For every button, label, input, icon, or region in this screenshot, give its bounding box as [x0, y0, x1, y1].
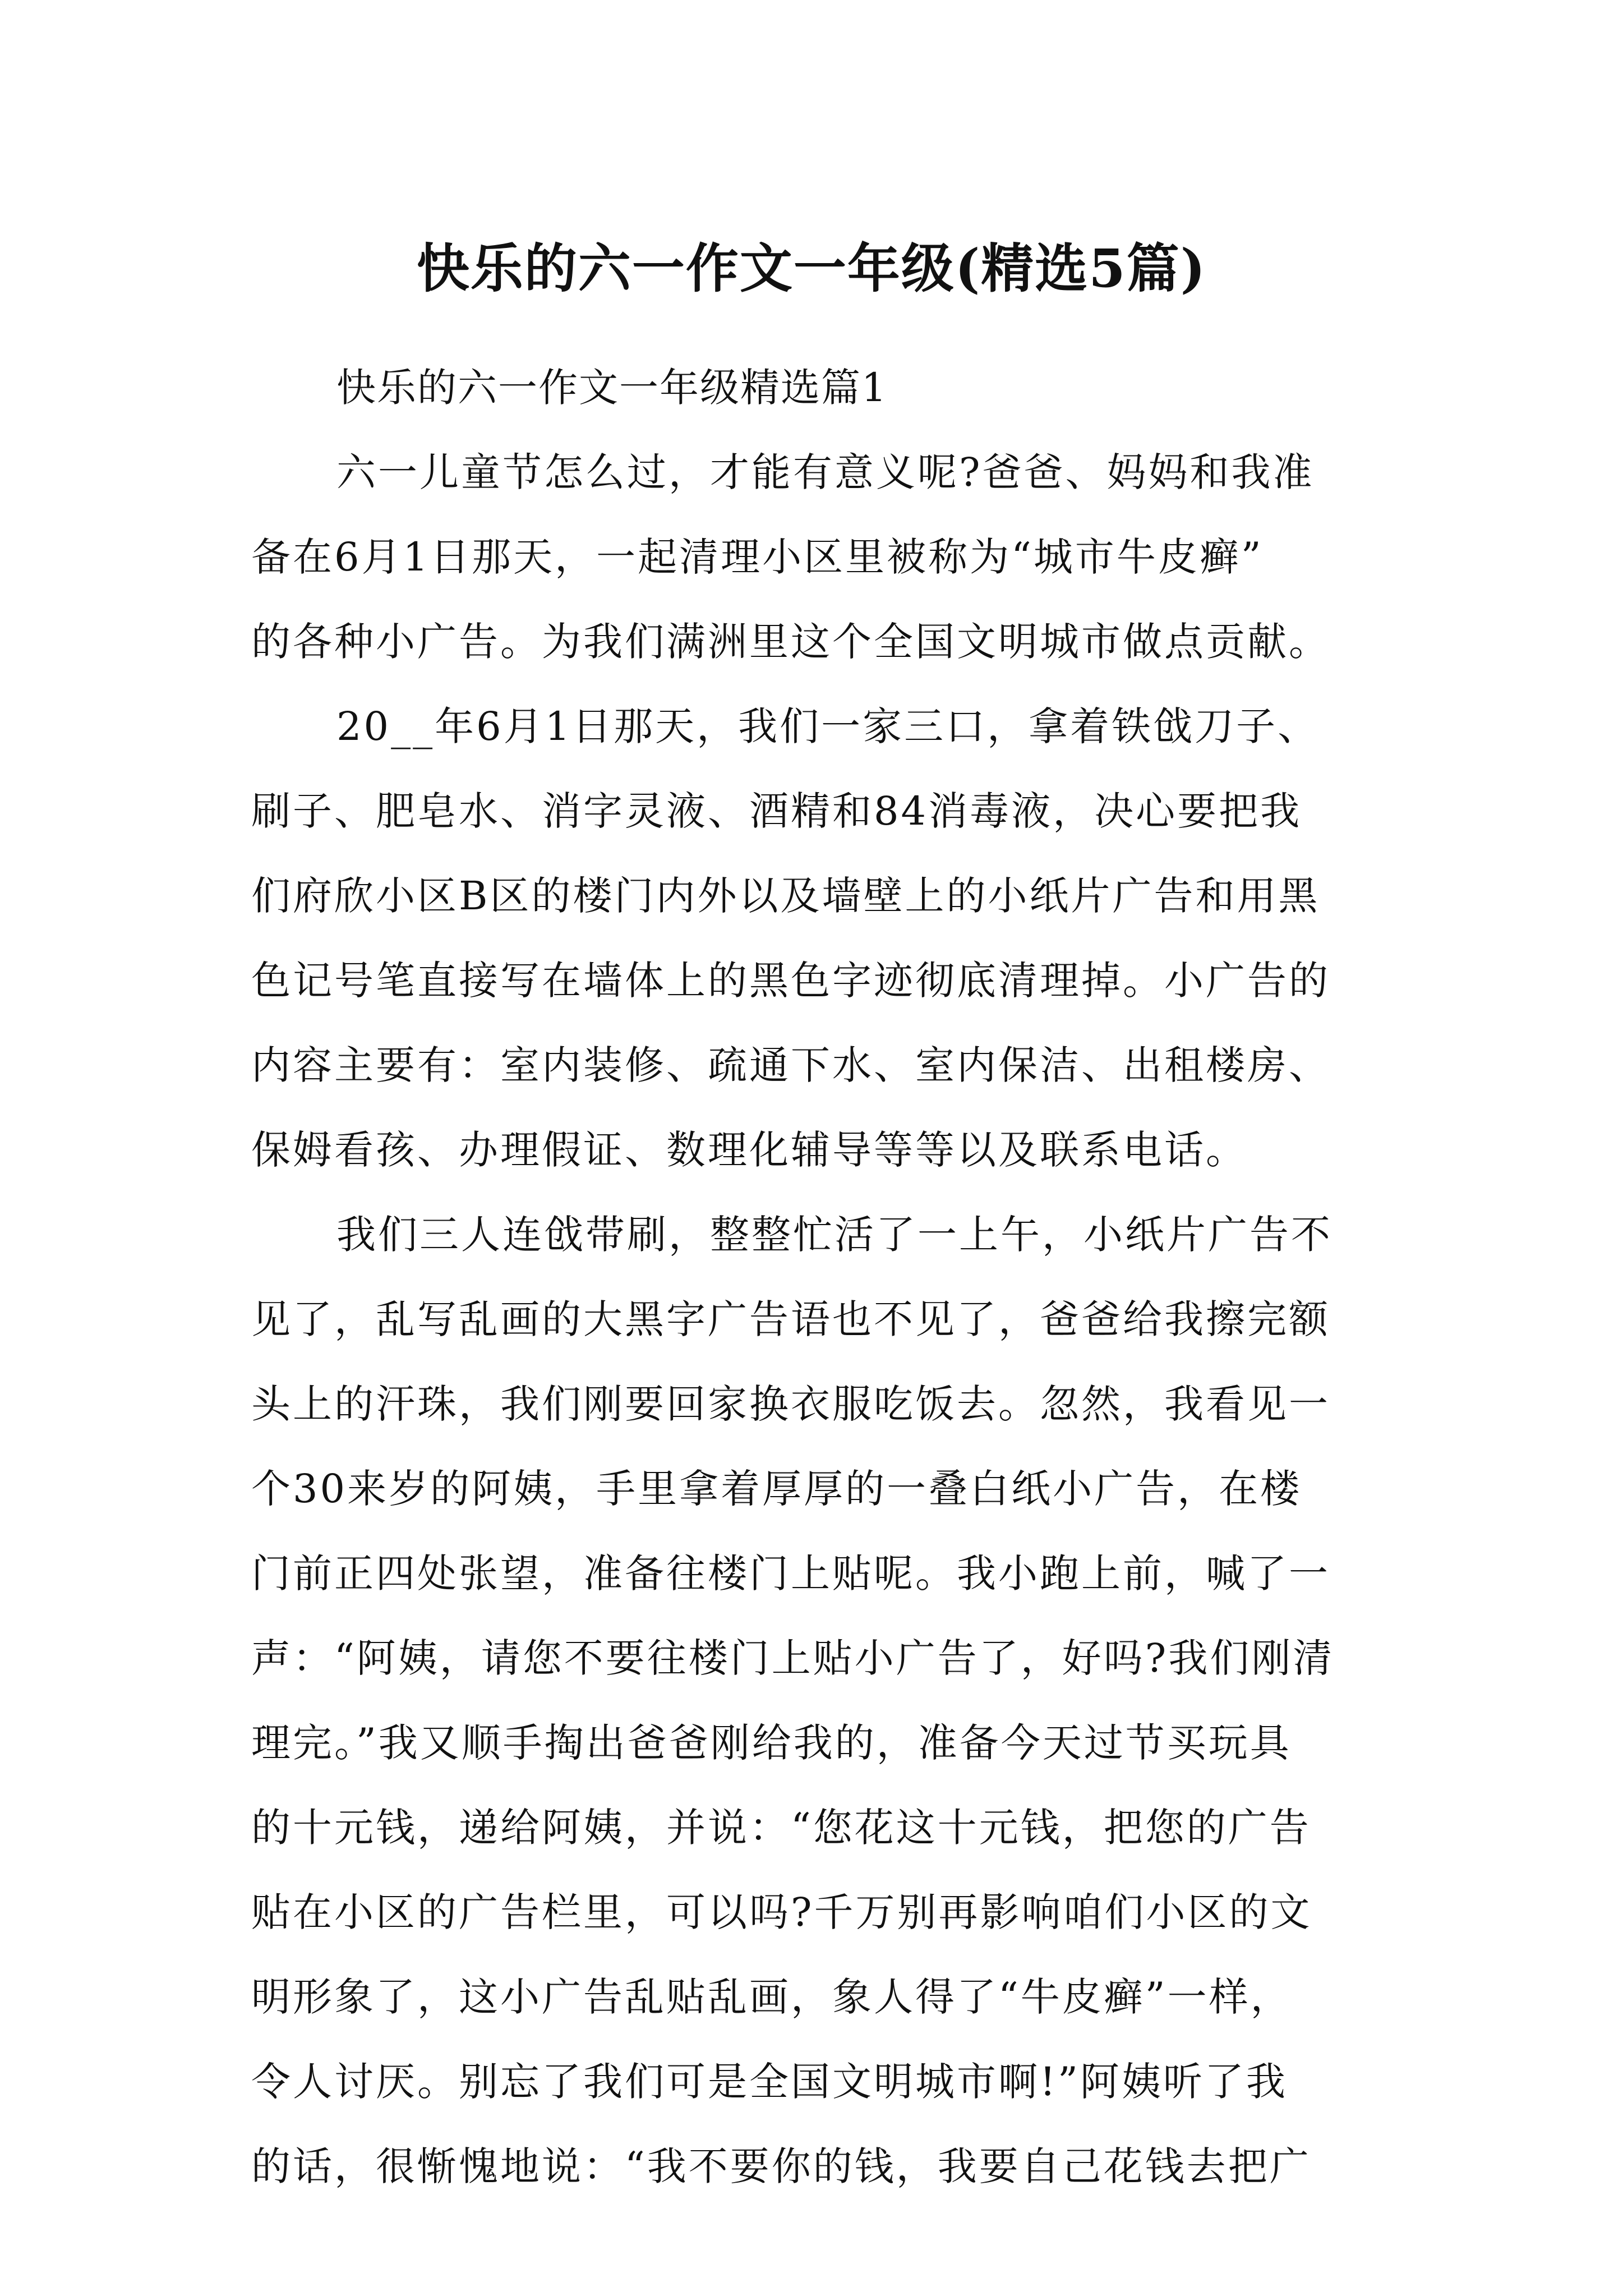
text-line: 的十元钱，递给阿姨，并说：“您花这十元钱，把您的广告 — [251, 1804, 1311, 1851]
text-line: 门前正四处张望，准备往楼门上贴呢。我小跑上前，喊了一 — [251, 1550, 1330, 1596]
section-heading: 快乐的六一作文一年级精选篇1 — [336, 364, 888, 411]
text-line: 见了，乱写乱画的大黑字广告语也不见了，爸爸给我擦完额 — [251, 1296, 1330, 1342]
text-line: 内容主要有：室内装修、疏通下水、室内保洁、出租楼房、 — [251, 1042, 1330, 1088]
text-line: 我们三人连戗带刷，整整忙活了一上午，小纸片广告不 — [336, 1211, 1332, 1258]
document-title: 快乐的六一作文一年级(精选5篇) — [416, 237, 1207, 300]
text-line: 个30来岁的阿姨，手里拿着厚厚的一叠白纸小广告，在楼 — [251, 1465, 1302, 1512]
text-line: 贴在小区的广告栏里，可以吗?千万别再影响咱们小区的文 — [251, 1889, 1312, 1935]
text-line: 六一儿童节怎么过，才能有意义呢?爸爸、妈妈和我准 — [336, 449, 1315, 495]
text-line: 们府欣小区B区的楼门内外以及墙壁上的小纸片广告和用黑 — [251, 872, 1320, 919]
document-body — [251, 345, 1380, 2208]
text-line: 20__年6月1日那天，我们一家三口，拿着铁戗刀子、 — [336, 703, 1320, 749]
text-line: 备在6月1日那天，一起清理小区里被称为“城市牛皮癣” — [251, 533, 1264, 580]
text-line: 保姆看孩、办理假证、数理化辅导等等以及联系电话。 — [251, 1126, 1247, 1173]
text-line: 理完。”我又顺手掏出爸爸刚给我的，准备今天过节买玩具 — [251, 1719, 1292, 1766]
text-line: 令人讨厌。别忘了我们可是全国文明城市啊!”阿姨听了我 — [251, 2058, 1288, 2105]
text-line: 的各种小广告。为我们满洲里这个全国文明城市做点贡献。 — [251, 618, 1330, 665]
text-line: 明形象了，这小广告乱贴乱画，象人得了“牛皮癣”一样， — [251, 1973, 1292, 2020]
text-line: 头上的汗珠，我们刚要回家换衣服吃饭去。忽然，我看见一 — [251, 1381, 1330, 1427]
text-line: 的话，很惭愧地说：“我不要你的钱，我要自己花钱去把广 — [251, 2143, 1311, 2189]
text-line: 色记号笔直接写在墙体上的黑色字迹彻底清理掉。小广告的 — [251, 957, 1330, 1004]
text-line: 声：“阿姨，请您不要往楼门上贴小广告了，好吗?我们刚清 — [251, 1635, 1335, 1681]
text-line: 刷子、肥皂水、消字灵液、酒精和84消毒液，决心要把我 — [251, 788, 1302, 834]
